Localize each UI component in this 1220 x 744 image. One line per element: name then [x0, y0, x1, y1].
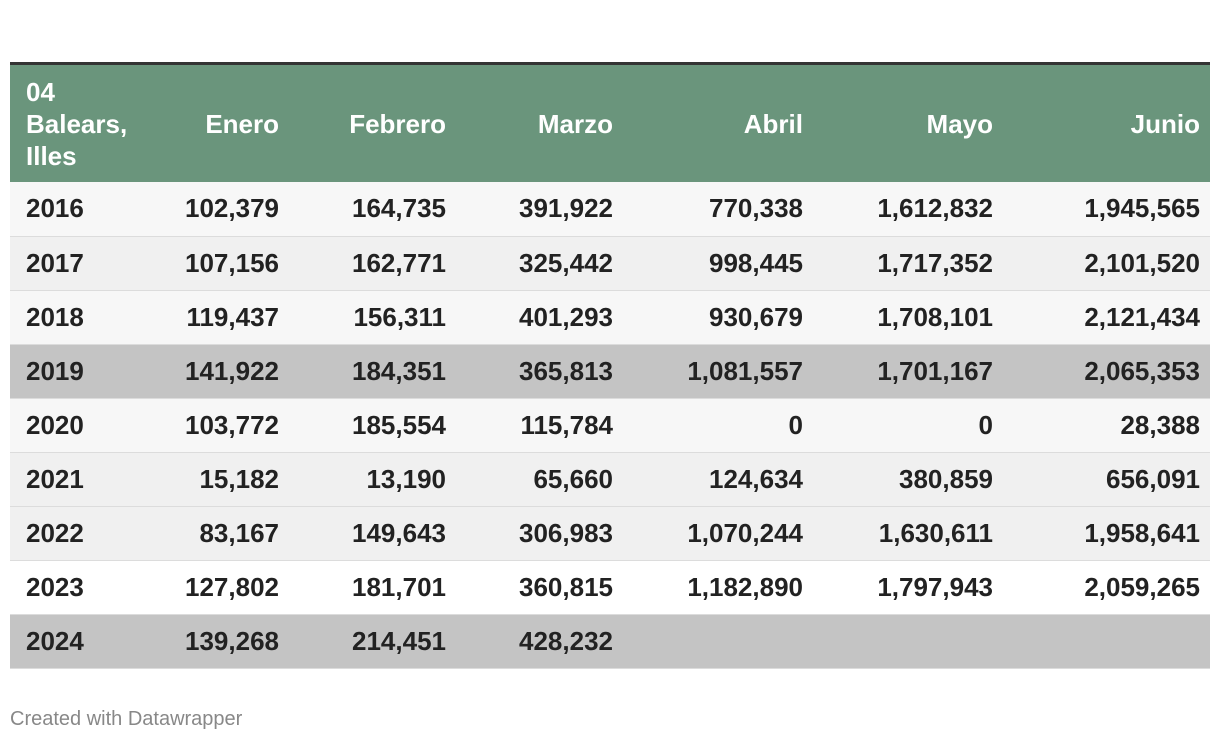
value-cell: 1,958,641: [1009, 506, 1210, 560]
value-cell: [629, 614, 819, 668]
value-cell: 1,945,565: [1009, 182, 1210, 236]
value-cell: 115,784: [462, 398, 629, 452]
value-cell: 360,815: [462, 560, 629, 614]
table-row: [10, 398, 1210, 452]
value-cell: 162,771: [295, 236, 462, 290]
value-cell: 15,182: [140, 452, 295, 506]
value-cell: 139,268: [140, 614, 295, 668]
value-cell: 214,451: [295, 614, 462, 668]
value-cell: 401,293: [462, 290, 629, 344]
value-cell: 124,634: [629, 452, 819, 506]
value-cell: 28,388: [1009, 398, 1210, 452]
datawrapper-credit: Created with Datawrapper: [10, 708, 243, 730]
value-cell: 119,437: [140, 290, 295, 344]
value-cell: 1,630,611: [819, 506, 1009, 560]
value-cell: 998,445: [629, 236, 819, 290]
region-header: 04 Balears, Illes: [26, 76, 128, 171]
value-cell: 930,679: [629, 290, 819, 344]
value-cell: 141,922: [140, 344, 295, 398]
year-cell: 2019: [10, 344, 140, 398]
value-cell: 103,772: [140, 398, 295, 452]
value-cell: 164,735: [295, 182, 462, 236]
value-cell: 1,070,244: [629, 506, 819, 560]
month-header-enero: Enero: [205, 108, 279, 139]
month-header-marzo: Marzo: [537, 108, 613, 139]
value-cell: [819, 614, 1009, 668]
table-row: [10, 182, 1210, 236]
value-cell: 1,797,943: [819, 560, 1009, 614]
value-cell: 65,660: [462, 452, 629, 506]
value-cell: 156,311: [295, 290, 462, 344]
table-header: [10, 65, 1210, 182]
value-cell: 185,554: [295, 398, 462, 452]
table-body: [10, 182, 1210, 668]
value-cell: 428,232: [462, 614, 629, 668]
table-row: [10, 560, 1210, 614]
value-cell: 2,121,434: [1009, 290, 1210, 344]
value-cell: [1009, 614, 1210, 668]
table-row: [10, 452, 1210, 506]
value-cell: 13,190: [295, 452, 462, 506]
table-row: [10, 290, 1210, 344]
value-cell: 1,708,101: [819, 290, 1009, 344]
table-row: [10, 236, 1210, 290]
value-cell: 365,813: [462, 344, 629, 398]
month-header-mayo: Mayo: [926, 108, 993, 139]
value-cell: 2,059,265: [1009, 560, 1210, 614]
value-cell: 1,182,890: [629, 560, 819, 614]
value-cell: 1,701,167: [819, 344, 1009, 398]
year-cell: 2024: [10, 614, 140, 668]
year-cell: 2021: [10, 452, 140, 506]
value-cell: 0: [629, 398, 819, 452]
value-cell: 306,983: [462, 506, 629, 560]
data-table: [10, 65, 1210, 669]
month-header-junio: Junio: [1130, 108, 1200, 139]
header-row: [10, 65, 1210, 182]
value-cell: 770,338: [629, 182, 819, 236]
month-header-abril: Abril: [743, 108, 803, 139]
value-cell: 656,091: [1009, 452, 1210, 506]
table-row: [10, 506, 1210, 560]
value-cell: 83,167: [140, 506, 295, 560]
year-cell: 2018: [10, 290, 140, 344]
value-cell: 325,442: [462, 236, 629, 290]
value-cell: 149,643: [295, 506, 462, 560]
value-cell: 181,701: [295, 560, 462, 614]
data-table-container: [10, 62, 1210, 669]
year-cell: 2016: [10, 182, 140, 236]
table-row: [10, 614, 1210, 668]
value-cell: 184,351: [295, 344, 462, 398]
value-cell: 1,081,557: [629, 344, 819, 398]
value-cell: 1,612,832: [819, 182, 1009, 236]
value-cell: 2,065,353: [1009, 344, 1210, 398]
value-cell: 102,379: [140, 182, 295, 236]
year-cell: 2020: [10, 398, 140, 452]
month-header-febrero: Febrero: [349, 108, 446, 139]
year-cell: 2017: [10, 236, 140, 290]
value-cell: 107,156: [140, 236, 295, 290]
value-cell: 2,101,520: [1009, 236, 1210, 290]
table-row: [10, 344, 1210, 398]
value-cell: 0: [819, 398, 1009, 452]
value-cell: 1,717,352: [819, 236, 1009, 290]
year-cell: 2023: [10, 560, 140, 614]
value-cell: 391,922: [462, 182, 629, 236]
value-cell: 380,859: [819, 452, 1009, 506]
value-cell: 127,802: [140, 560, 295, 614]
year-cell: 2022: [10, 506, 140, 560]
